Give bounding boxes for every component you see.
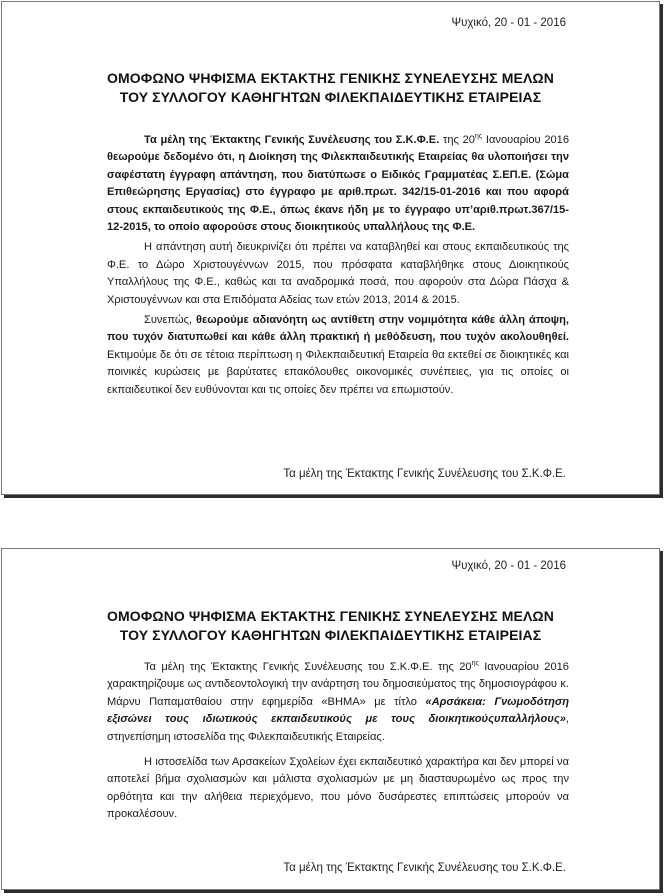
signature: Τα μέλη της Έκτακτης Γενικής Συνέλευσης του Σ.Κ.Φ.Ε. [283, 862, 566, 874]
superscript: ης [474, 133, 483, 140]
text-run: Εκτιμούμε δε ότι σε τέτοια περίπτωση η Φιλεκπαιδευτική Εταιρεία θα εκτεθεί σε διοικητικές και ποινικές κυρώσεις με βαρύτατες επακόλουθες οικονομικές συνέπειες, για τις οποίες οι εκπαιδευτικοί δεν ευθύνονται και τις οποίες δεν πρέπει να επωμιστούν. [107, 348, 569, 396]
text-run: , στηνεπίσημη ιστοσελίδα της Φιλεκπαιδευτικής Εταιρείας. [107, 713, 569, 743]
signature: Τα μέλη της Έκτακτης Γενικής Συνέλευσης του Σ.Κ.Φ.Ε. [283, 468, 566, 480]
document-title [2, 69, 659, 107]
paragraph-3 [107, 312, 569, 399]
bold-text: θεωρούμε δεδομένο ότι, η Διοίκηση της Φιλεκπαιδευτικής Εταιρείας θα υλοποιήσει την σαφέστατη έγγραφη απάντηση, που διατύπωσε ο Ειδικός Γραμματέας Σ.ΕΠ.Ε. (Σώμα Επιθεώρησης Εργασίας) στο έγγραφο με αριθ.πρωτ. 342/15-01-2016 και που αφορά στους εκπαιδευτικούς της Φ.Ε., όπως έκανε ήδη με το έγγραφο υπ’αριθ.πρωτ.367/15-12-2015, το οποίο αφορούσε στους διοικητικούς υπαλλήλους της Φ.Ε. [107, 151, 569, 234]
bold-text: Τα μέλη της Έκτακτης Γενικής Συνέλευσης του Σ.Κ.Φ.Ε. [144, 134, 440, 146]
document-page-1 [1, 1, 660, 495]
title-line-1: ΟΜΟΦΩΝΟ ΨΗΦΙΣΜΑ ΕΚΤΑΚΤΗΣ ΓΕΝΙΚΗΣ ΣΥΝΕΛΕΥΣΗΣ ΜΕΛΩΝ [107, 608, 554, 624]
paragraph-2: Η απάντηση αυτή διευκρινίζει ότι πρέπει να καταβληθεί και στους εκπαιδευτικούς της Φ.Ε. το Δώρο Χριστουγέννων 2015, που πρόσφατα καταβλήθηκε στους Διοικητικούς Υπαλλήλους της Φ.Ε., καθώς και τα αναδρομικά ποσά, που αφορούν στα Δώρα Πάσχα & Χριστουγέννων και στα Επιδόματα Αδείας των ετών 2013, 2014 & 2015. [107, 241, 569, 306]
article-title: «Αρσάκεια: Γνωμοδότηση εξισώνει τους ιδιωτικούς εκπαιδευτικούς με τους διοικητικούςυπαλλήλους» [107, 695, 569, 726]
document-body [107, 132, 569, 402]
dateline: Ψυχικό, 20 - 01 - 2016 [451, 560, 566, 572]
text-run: Ιανουαρίου 2016 χαρακτηρίζουμε ως αντιδεοντολογική την ανάρτηση του δημοσιεύματος της δημοσιογράφου κ. Μάρνυ Παπαματθαίου στην εφημερίδα «ΒΗΜΑ» με τίτλο [107, 661, 569, 708]
bold-text: θεωρούμε αδιανόητη ως αντίθετη στην νομιμότητα κάθε άλλη άποψη, που τυχόν διατυπωθεί και κάθε άλλη πρακτική ή μεθόδευση, που τυχόν ακολουθηθεί. [107, 314, 569, 344]
document-body [107, 659, 569, 827]
title-line-1: ΟΜΟΦΩΝΟ ΨΗΦΙΣΜΑ ΕΚΤΑΚΤΗΣ ΓΕΝΙΚΗΣ ΣΥΝΕΛΕΥΣΗΣ ΜΕΛΩΝ [107, 70, 554, 86]
document-title [2, 607, 659, 645]
text-run: Τα μέλη της Έκτακτης Γενικής Συνέλευσης του Σ.Κ.Φ.Ε. της 20 [144, 661, 472, 673]
document-page-2 [1, 548, 660, 890]
text-run: Ιανουαρίου 2016 [482, 134, 569, 146]
title-line-2: ΤΟΥ ΣΥΛΛΟΓΟΥ ΚΑΘΗΓΗΤΩΝ ΦΙΛΕΚΠΑΙΔΕΥΤΙΚΗΣ ΕΤΑΙΡΕΙΑΣ [119, 89, 542, 105]
title-line-2: ΤΟΥ ΣΥΛΛΟΓΟΥ ΚΑΘΗΓΗΤΩΝ ΦΙΛΕΚΠΑΙΔΕΥΤΙΚΗΣ ΕΤΑΙΡΕΙΑΣ [119, 627, 542, 643]
dateline: Ψυχικό, 20 - 01 - 2016 [451, 17, 566, 29]
superscript: ης [471, 660, 479, 667]
paragraph-1 [107, 132, 569, 236]
text-run: της 20 [439, 134, 475, 146]
paragraph-2: Η ιστοσελίδα των Αρσακείων Σχολείων έχει εκπαιδευτικό χαρακτήρα και δεν μπορεί να αποτελεί βήμα σχολιασμών και μάλιστα σχολιασμών με μη διασταυρωμένο ως προς την ορθότητα και την αλήθεια περιεχόμενο, που μόνο δυσάρεστες επιπτώσεις μπορούν να προκαλέσουν. [107, 756, 569, 821]
paragraph-1 [107, 659, 569, 746]
text-run: Συνεπώς, [144, 314, 196, 327]
